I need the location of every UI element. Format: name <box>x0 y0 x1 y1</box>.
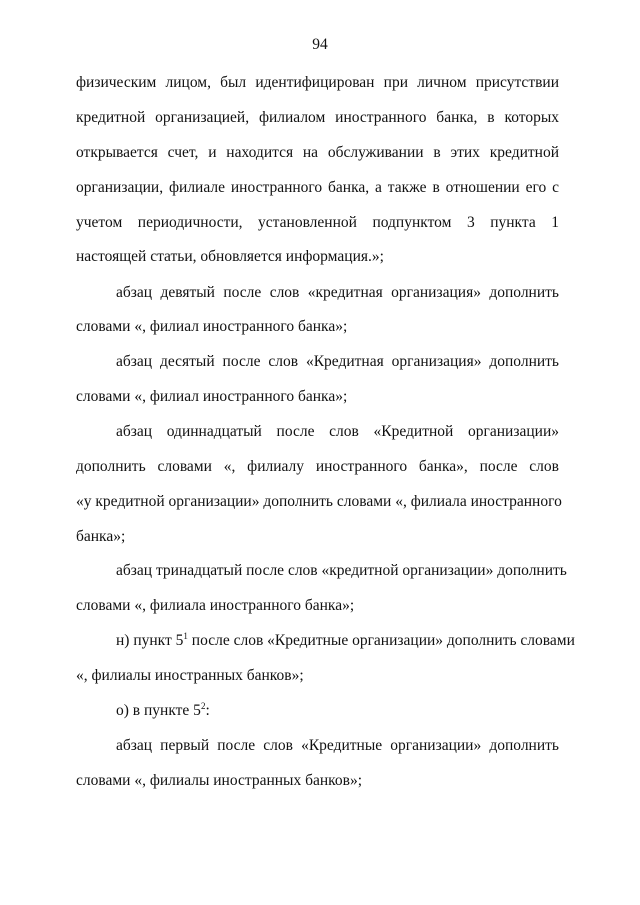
text-line: «у кредитной организации» дополнить словами «, филиала иностранного <box>76 493 562 510</box>
text-line: организации, филиале иностранного банка, а также в отношении его с <box>76 179 559 196</box>
text-fragment: н) пункт 5 <box>116 632 184 649</box>
text-line: словами «, филиал иностранного банка»; <box>76 388 348 405</box>
text-line: абзац первый после слов «Кредитные организации» дополнить <box>116 737 559 754</box>
text-line: «, филиалы иностранных банков»; <box>76 667 304 684</box>
text-fragment: : <box>205 702 210 719</box>
text-line: абзац десятый после слов «Кредитная организация» дополнить <box>116 353 559 370</box>
text-line: абзац одиннадцатый после слов «Кредитной организации» <box>116 423 559 440</box>
text-line: словами «, филиалы иностранных банков»; <box>76 772 363 789</box>
text-line: физическим лицом, был идентифицирован при личном присутствии <box>76 74 559 91</box>
text-line: словами «, филиал иностранного банка»; <box>76 318 348 335</box>
text-line <box>116 631 575 651</box>
text-line: словами «, филиала иностранного банка»; <box>76 597 355 614</box>
superscript: 2 <box>200 701 206 711</box>
text-line: абзац тринадцатый после слов «кредитной организации» дополнить <box>116 562 567 579</box>
text-line: открывается счет, и находится на обслуживании в этих кредитной <box>76 144 559 161</box>
text-line: банка»; <box>76 528 126 545</box>
text-fragment: после слов «Кредитные организации» дополнить словами <box>187 632 575 649</box>
page-number: 94 <box>312 36 328 53</box>
text-line: кредитной организацией, филиалом иностранного банка, в которых <box>76 109 559 126</box>
text-line: учетом периодичности, установленной подпунктом 3 пункта 1 <box>76 214 559 231</box>
text-line <box>116 701 559 721</box>
superscript: 1 <box>183 631 188 641</box>
text-line: настоящей статьи, обновляется информация.»; <box>76 248 384 265</box>
text-fragment: о) в пункте 5 <box>116 702 201 719</box>
text-line: абзац девятый после слов «кредитная организация» дополнить <box>116 284 559 301</box>
text-line: дополнить словами «, филиалу иностранного банка», после слов <box>76 458 559 475</box>
